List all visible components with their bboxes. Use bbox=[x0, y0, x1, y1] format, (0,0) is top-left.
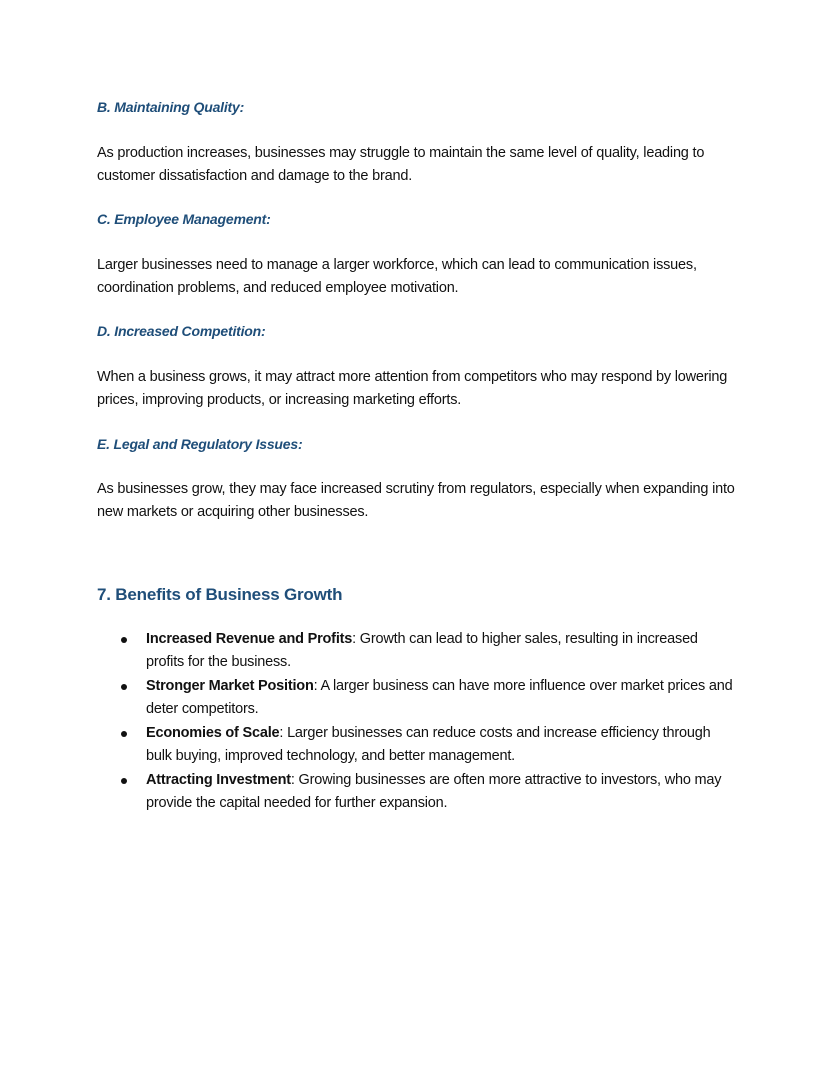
list-item-term: Economies of Scale bbox=[146, 725, 280, 741]
list-item-text: : Growing businesses are often more attractive to investors, who may provide the capital needed for further expansion. bbox=[146, 772, 722, 811]
list-item-term: Increased Revenue and Profits bbox=[146, 631, 353, 647]
paragraph-increased-competition: When a business grows, it may attract more attention from competitors who may respond by lowering prices, improving products, or increasing marketing efforts. bbox=[97, 369, 728, 408]
list-item bbox=[97, 722, 737, 768]
paragraph-maintaining-quality: As production increases, businesses may struggle to maintain the same level of quality, leading to customer dissatisfaction and damage to the brand. bbox=[97, 145, 705, 184]
subheading-maintaining-quality: B. Maintaining Quality: bbox=[97, 99, 245, 115]
list-item-text: : Growth can lead to higher sales, resulting in increased profits for the business. bbox=[146, 631, 698, 670]
subheading-employee-management: C. Employee Management: bbox=[97, 211, 271, 227]
paragraph-legal-regulatory: As businesses grow, they may face increased scrutiny from regulators, especially when expanding into new markets or acquiring other businesses. bbox=[97, 481, 735, 520]
subheading-increased-competition: D. Increased Competition: bbox=[97, 323, 266, 339]
subheading-legal-regulatory: E. Legal and Regulatory Issues: bbox=[97, 436, 303, 452]
list-item bbox=[97, 628, 737, 674]
section-title-benefits: 7. Benefits of Business Growth bbox=[97, 585, 343, 604]
bullet-icon bbox=[121, 731, 127, 737]
list-item-term: Attracting Investment bbox=[146, 772, 291, 788]
bullet-icon bbox=[121, 637, 127, 643]
list-item bbox=[97, 675, 737, 721]
paragraph-employee-management: Larger businesses need to manage a larger workforce, which can lead to communication issues, coordination problems, and reduced employee motivation. bbox=[97, 257, 697, 296]
list-item-text: : A larger business can have more influence over market prices and deter competitors. bbox=[146, 678, 733, 717]
list-item-term: Stronger Market Position bbox=[146, 678, 314, 694]
bullet-icon bbox=[121, 778, 127, 784]
benefits-list bbox=[97, 628, 737, 816]
bullet-icon bbox=[121, 684, 127, 690]
list-item bbox=[97, 769, 737, 815]
list-item-text: : Larger businesses can reduce costs and increase efficiency through bulk buying, improved technology, and better management. bbox=[146, 725, 711, 764]
